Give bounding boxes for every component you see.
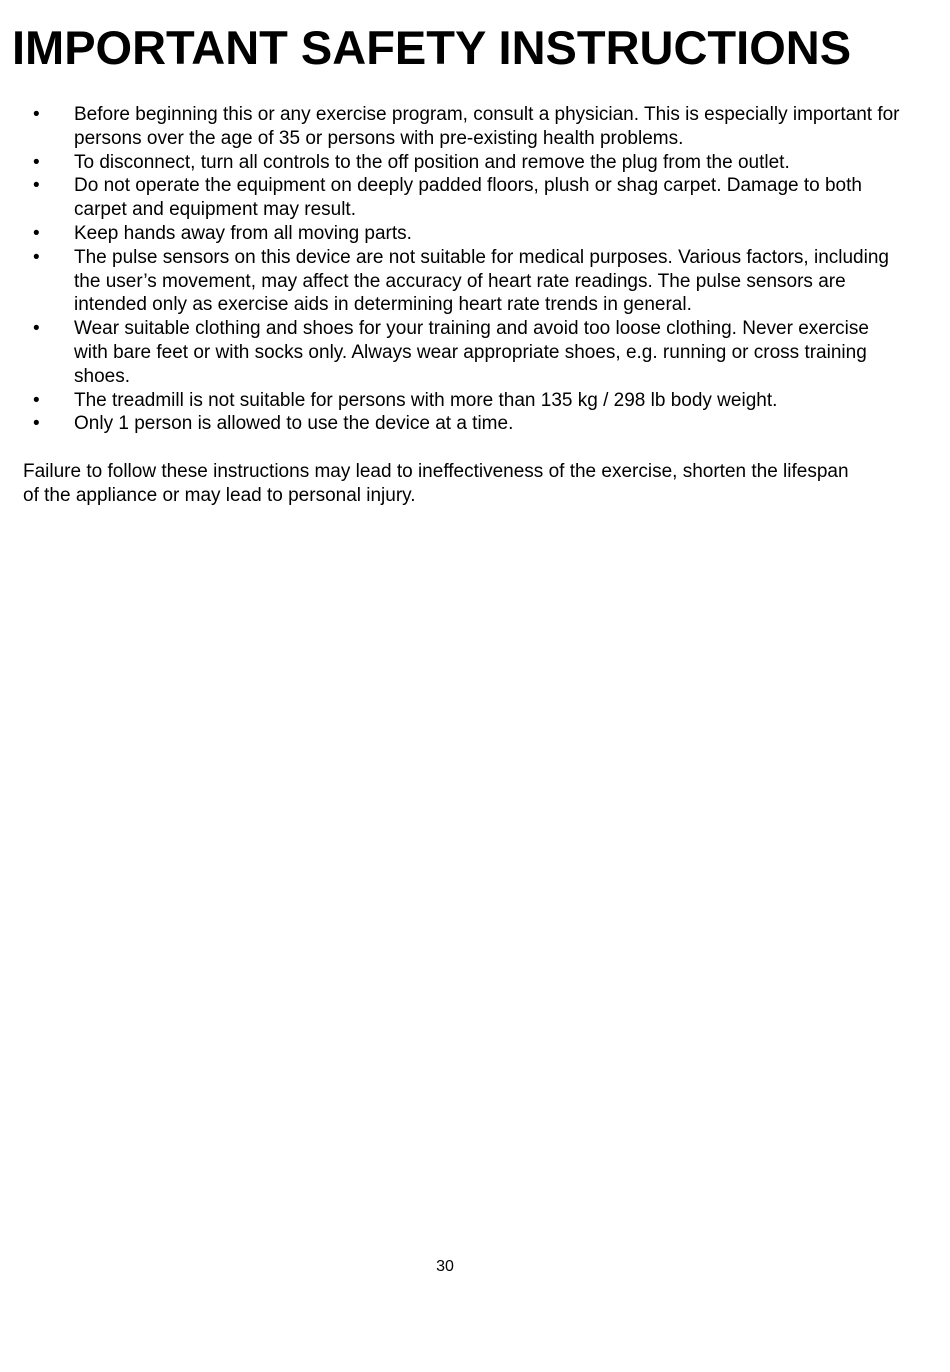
list-item	[0, 174, 900, 222]
instruction-text: The treadmill is not suitable for persons with more than 135 kg / 298 lb body weight.	[74, 389, 778, 411]
instruction-text: To disconnect, turn all controls to the off position and remove the plug from the outlet.	[74, 151, 790, 173]
bullet-icon: •	[33, 246, 40, 268]
instruction-text: The pulse sensors on this device are not suitable for medical purposes. Various factors, including the user’s movement, may affect the accuracy of heart rate readings. The pulse sensors are intended only as exercise aids in determining heart rate trends in general.	[74, 246, 889, 316]
bullet-icon: •	[33, 104, 40, 125]
list-item	[0, 151, 900, 175]
page-number: 30	[436, 1258, 454, 1275]
list-item	[0, 412, 900, 436]
bullet-icon: •	[33, 413, 40, 435]
bullet-icon: •	[33, 175, 40, 197]
instruction-text: Before beginning this or any exercise program, consult a physician. This is especially important for persons over the age of 35 or persons with pre-existing health problems.	[74, 104, 900, 149]
list-item	[0, 103, 900, 151]
bullet-icon: •	[33, 222, 40, 244]
bullet-icon: •	[33, 151, 40, 173]
list-item	[0, 317, 900, 388]
instruction-text: Keep hands away from all moving parts.	[74, 222, 412, 244]
bullet-icon: •	[33, 318, 40, 340]
page-title: IMPORTANT SAFETY INSTRUCTIONS	[12, 21, 852, 74]
list-item	[0, 222, 900, 246]
instruction-text: Wear suitable clothing and shoes for your training and avoid too loose clothing. Never exercise with bare feet or with socks only. Always wear appropriate shoes, e.g. running or cross training shoes.	[74, 318, 869, 387]
instruction-text: Only 1 person is allowed to use the device at a time.	[74, 413, 514, 435]
bullet-icon: •	[33, 389, 40, 411]
list-item	[0, 246, 900, 317]
safety-instructions-list	[0, 103, 900, 436]
instruction-text: Do not operate the equipment on deeply padded floors, plush or shag carpet. Damage to both carpet and equipment may result.	[74, 175, 862, 221]
closing-warning: Failure to follow these instructions may lead to ineffectiveness of the exercise, shorten the lifespan of the appliance or may lead to personal injury.	[23, 461, 849, 506]
list-item	[0, 389, 900, 413]
